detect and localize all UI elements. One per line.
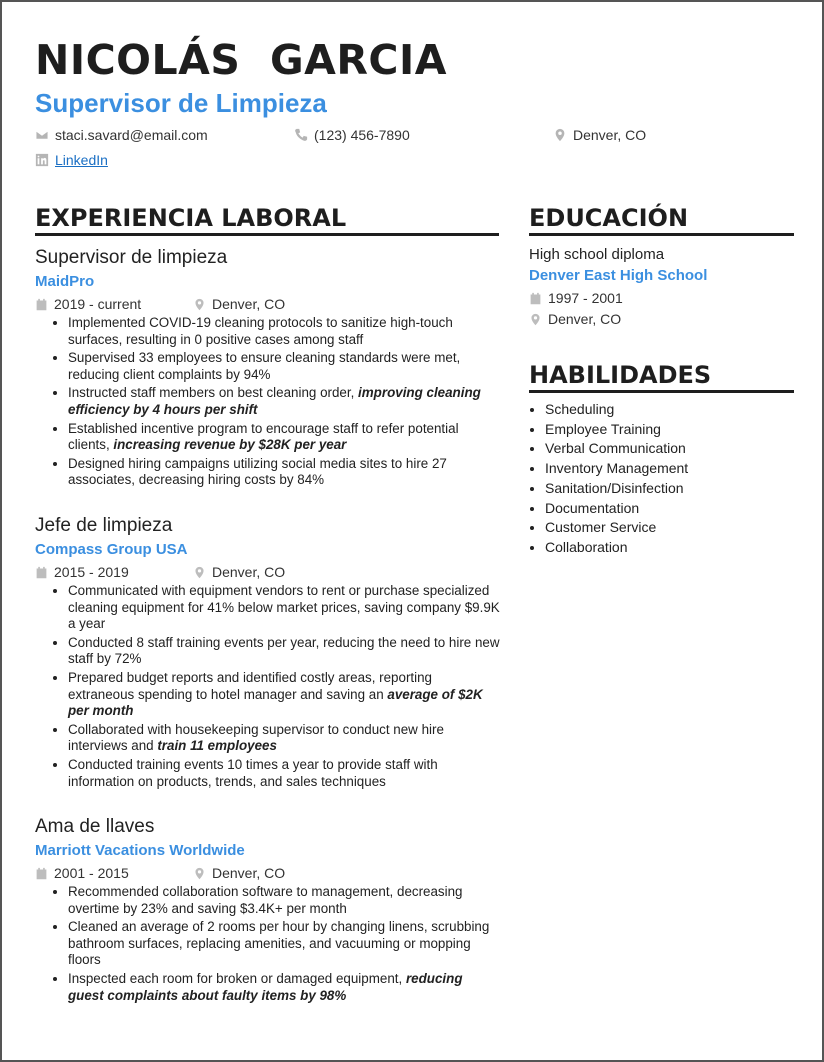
job-dates: 2001 - 2015 — [54, 865, 129, 881]
bullet-item: • Implemented COVID-19 cleaning protocols to sanitize high-touch surfaces, resulting in 0 positive cases among staff — [68, 315, 500, 348]
company-name: Compass Group USA — [35, 541, 188, 558]
job-location: Denver, CO — [212, 865, 286, 881]
candidate-name: NICOLÁS GARCIA — [35, 36, 447, 84]
job-entry — [35, 514, 500, 792]
job-title: Supervisor de limpieza — [35, 247, 228, 268]
job-location: Denver, CO — [212, 564, 286, 580]
job-entry — [35, 246, 500, 491]
calendar-icon — [35, 867, 48, 880]
skill-item: • Scheduling — [545, 400, 688, 420]
map-pin-icon — [553, 128, 567, 142]
education-dates — [529, 289, 794, 307]
phone-text: (123) 456-7890 — [314, 127, 410, 143]
linkedin-link[interactable]: LinkedIn — [55, 152, 108, 168]
degree-text: High school diploma — [529, 246, 665, 263]
email-text: staci.savard@email.com — [55, 127, 208, 143]
skill-item: • Collaboration — [545, 538, 688, 558]
skills-heading: HABILIDADES — [529, 361, 794, 393]
contact-linkedin — [35, 152, 108, 168]
location-text: Denver, CO — [573, 127, 647, 143]
contact-email — [35, 127, 208, 143]
map-pin-icon — [529, 313, 542, 326]
job-title: Ama de llaves — [35, 816, 155, 837]
calendar-icon — [35, 566, 48, 579]
education-heading: EDUCACIÓN — [529, 204, 794, 236]
job-meta — [35, 563, 500, 581]
job-entry — [35, 815, 500, 1006]
bullet-item: • Conducted 8 staff training events per year, reducing the need to hire new staff by 72% — [68, 635, 500, 668]
bullet-item: • Cleaned an average of 2 rooms per hour by changing linens, scrubbing bathroom surfaces, replacing amenities, and vacuuming or mopping floors — [68, 919, 500, 969]
calendar-icon — [35, 298, 48, 311]
bullet-item: • Established incentive program to encourage staff to refer potential clients, increasing revenue by $28K per year — [68, 421, 500, 454]
job-bullets — [35, 884, 500, 1004]
bullet-item: • Instructed staff members on best cleaning order, improving cleaning efficiency by 4 hours per shift — [68, 385, 500, 418]
education-location-text: Denver, CO — [548, 311, 622, 327]
job-meta — [35, 295, 500, 313]
skill-item: • Employee Training — [545, 420, 688, 440]
job-bullets — [35, 315, 500, 489]
linkedin-icon — [35, 153, 49, 167]
calendar-icon — [529, 292, 542, 305]
education-entry — [529, 245, 794, 328]
bullet-item: • Inspected each room for broken or damaged equipment, reducing guest complaints about faulty items by 98% — [68, 971, 500, 1004]
skill-item: • Sanitation/Disinfection — [545, 479, 688, 499]
education-location — [529, 310, 794, 328]
candidate-role: Supervisor de Limpieza — [35, 88, 327, 118]
bullet-item: • Recommended collaboration software to management, decreasing overtime by 23% and saving $3.4K+ per month — [68, 884, 500, 917]
job-meta — [35, 864, 500, 882]
company-name: MaidPro — [35, 273, 95, 290]
bullet-item: • Supervised 33 employees to ensure cleaning standards were met, reducing client complaints by 94% — [68, 350, 500, 383]
phone-icon — [294, 128, 308, 142]
experience-heading: EXPERIENCIA LABORAL — [35, 204, 499, 236]
envelope-icon — [35, 128, 49, 142]
job-dates: 2019 - current — [54, 296, 142, 312]
bullet-item: • Designed hiring campaigns utilizing social media sites to hire 27 associates, decreasing hiring costs by 84% — [68, 456, 500, 489]
skills-list — [529, 400, 688, 558]
school-name: Denver East High School — [529, 267, 708, 284]
contact-phone — [294, 127, 410, 143]
contact-location — [553, 127, 646, 143]
skill-item: • Customer Service — [545, 518, 688, 538]
map-pin-icon — [193, 867, 206, 880]
job-location: Denver, CO — [212, 296, 286, 312]
job-dates: 2015 - 2019 — [54, 564, 129, 580]
map-pin-icon — [193, 298, 206, 311]
skill-item: • Inventory Management — [545, 459, 688, 479]
job-title: Jefe de limpieza — [35, 515, 173, 536]
map-pin-icon — [193, 566, 206, 579]
bullet-item: • Communicated with equipment vendors to rent or purchase specialized cleaning equipment for 41% below market prices, saving company $9.9K a year — [68, 583, 500, 633]
skill-item: • Documentation — [545, 499, 688, 519]
job-bullets — [35, 583, 500, 790]
education-dates-text: 1997 - 2001 — [548, 290, 623, 306]
bullet-item: • Collaborated with housekeeping supervisor to conduct new hire interviews and train 11 employees — [68, 722, 500, 755]
bullet-item: • Prepared budget reports and identified costly areas, reporting extraneous spending to hotel manager and saving an average of $2K per month — [68, 670, 500, 720]
company-name: Marriott Vacations Worldwide — [35, 842, 245, 859]
bullet-item: • Conducted training events 10 times a year to provide staff with information on products, trends, and sales techniques — [68, 757, 500, 790]
skill-item: • Verbal Communication — [545, 439, 688, 459]
